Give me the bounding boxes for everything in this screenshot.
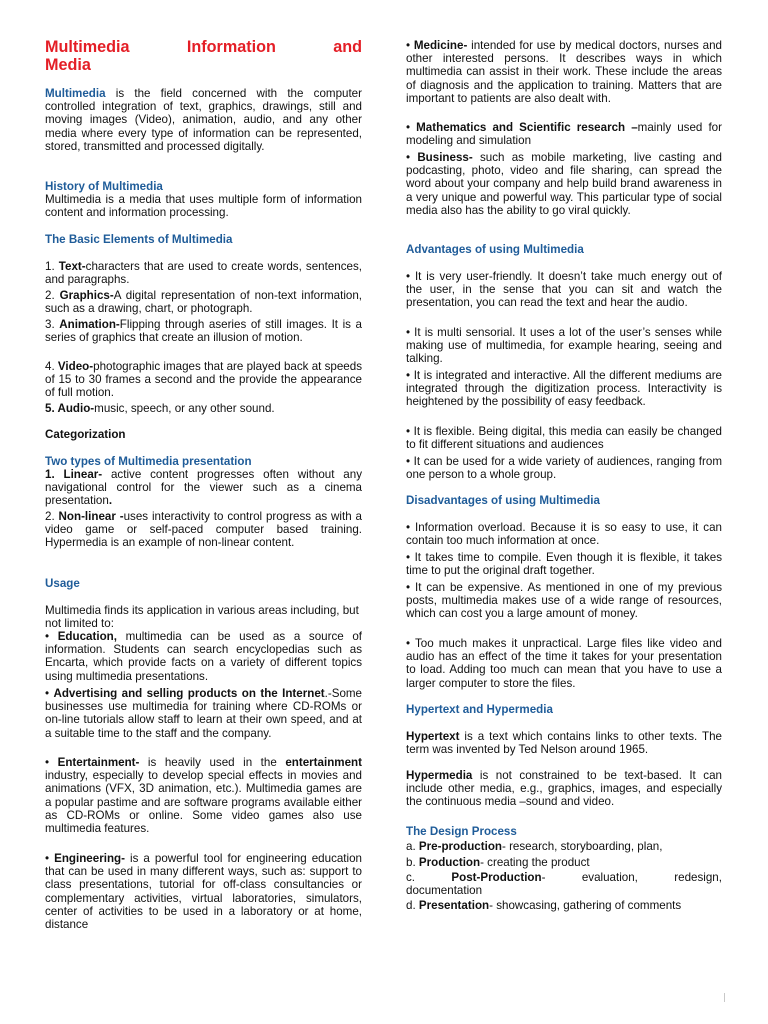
disadvantage-item: • Information overload. Because it is so easy to use, it can contain too much information at once. <box>406 521 722 548</box>
type-nonlinear: 2. Non-linear -uses interactivity to control progress as with a video game or self-paced computer based training. Hypermedia is an example of non-linear content. <box>45 510 362 550</box>
advantages-heading: Advantages of using Multimedia <box>406 243 584 256</box>
element-item-graphics: 2. Graphics-A digital representation of non-text information, such as a drawing, chart, or photograph. <box>45 289 363 316</box>
usage-medicine: • Medicine- intended for use by medical doctors, nurses and other interested persons. It describes ways in which multimedia can assist in their work. These include the areas of diagnosis and the application to training. Matters that are important to patients are also dealt with. <box>406 39 722 105</box>
element-item-audio: 5. Audio-music, speech, or any other sound. <box>45 402 275 415</box>
usage-advertising: • Advertising and selling products on the Internet.-Some businesses use multimedia for training where CD-ROMs or on-line tutorials allow staff to learn at their own speed, and at a suitable time to the staff and the company. <box>45 687 363 740</box>
advantage-item: • It is multi sensorial. It uses a lot of the user’s senses while making use of multimedia, for example hearing, seeing and talking. <box>406 326 722 366</box>
history-heading: History of Multimedia <box>45 180 163 193</box>
hyper-heading: Hypertext and Hypermedia <box>406 703 553 716</box>
title-line-2: Media <box>45 56 91 74</box>
usage-entertainment: • Entertainment- is heavily used in the entertainment industry, especially to develop special effects in movies and animations (VFX, 3D animation, etc.). Multimedia games are a popular pastime and are software programs available either as CD-ROMs or online. Some video games also use multimedia features. <box>45 756 362 836</box>
element-item-text: 1. Text-characters that are used to create words, sentences, and paragraphs. <box>45 260 362 287</box>
hypertext-paragraph: Hypertext is a text which contains links to other texts. The term was invented by Ted Nelson around 1965. <box>406 730 722 757</box>
page-title <box>45 38 362 74</box>
disadvantages-heading: Disadvantages of using Multimedia <box>406 494 600 507</box>
disadvantage-item: • It takes time to compile. Even though it is flexible, it takes time to put the original draft together. <box>406 551 722 578</box>
design-step-d: d. Presentation- showcasing, gathering of comments <box>406 899 682 912</box>
advantage-item: • It can be used for a wide variety of audiences, ranging from one person to a whole group. <box>406 455 722 482</box>
usage-business: • Business- such as mobile marketing, live casting and podcasting, photo, video and file sharing, can spread the word about your company and help build brand awareness in a very unique and powerful way. This particular type of social media also has the ability to go viral quickly. <box>406 151 722 217</box>
elements-heading: The Basic Elements of Multimedia <box>45 233 233 246</box>
hypermedia-paragraph: Hypermedia is not constrained to be text-based. It can include other media, e.g., graphics, images, and especially the continuous media –sound and video. <box>406 769 722 809</box>
usage-heading: Usage <box>45 577 80 590</box>
page-edge-marker <box>724 993 725 1002</box>
types-heading: Two types of Multimedia presentation <box>45 455 252 468</box>
design-step-c: c. Post-Production- evaluation, redesign, documentation <box>406 871 722 898</box>
usage-education: • Education, multimedia can be used as a source of information. Students can search encyclopedias such as Encarta, which provide facts on a variety of different topics using multimedia presentations. <box>45 630 363 683</box>
usage-engineering: • Engineering- is a powerful tool for engineering education that can be used in many different ways, such as: support to class presentations, tutorial for off-class consultancies or complementary activities, virtual laboratories, simulators, center of activities to be used in a laboratory or at home, distance <box>45 852 363 932</box>
type-linear: 1. Linear- active content progresses often without any navigational control for the viewer such as a cinema presentation. <box>45 468 362 508</box>
advantage-item: • It is very user-friendly. It doesn’t take much energy out of the user, in the sense that you can sit and watch the presentation, you can read the text and hear the audio. <box>406 270 722 310</box>
design-step-a: a. Pre-production- research, storyboarding, plan, <box>406 840 663 853</box>
usage-intro: Multimedia finds its application in various areas including, but not limited to: <box>45 604 359 631</box>
title-line-1: Multimedia Information and <box>45 38 362 56</box>
usage-math: • Mathematics and Scientific research –mainly used for modeling and simulation <box>406 121 722 148</box>
element-item-video: 4. Video-photographic images that are played back at speeds of 15 to 30 frames a second and the provide the appearance of full motion. <box>45 360 362 400</box>
categorization-heading: Categorization <box>45 428 126 441</box>
intro-term: Multimedia <box>45 87 106 100</box>
advantage-item: • It is flexible. Being digital, this media can easily be changed to fit different situations and audiences <box>406 425 722 452</box>
advantage-item: • It is integrated and interactive. All the different mediums are integrated through the digitization process. Interactivity is heightened by the possibility of easy feedback. <box>406 369 722 409</box>
intro-text: is the field concerned with the computer controlled integration of text, graphics, drawings, still and moving images (Video), animation, audio, and any other media where every type of information can be represented, stored, transmitted and processed digitally. <box>45 87 362 153</box>
history-text: Multimedia is a media that uses multiple form of information content and information processing. <box>45 193 362 220</box>
design-heading: The Design Process <box>406 825 517 838</box>
element-item-animation: 3. Animation-Flipping through aseries of still images. It is a series of graphics that create an illusion of motion. <box>45 318 362 345</box>
disadvantage-item: • It can be expensive. As mentioned in one of my previous posts, multimedia makes use of a wide range of resources, which can cost you a large amount of money. <box>406 581 722 621</box>
intro-paragraph <box>45 87 362 153</box>
disadvantage-item: • Too much makes it unpractical. Large files like video and audio has an effect of the time it takes for your presentation to load. Adding too much can mean that you have to use a larger computer to store the files. <box>406 637 722 690</box>
design-step-b: b. Production- creating the product <box>406 856 590 869</box>
